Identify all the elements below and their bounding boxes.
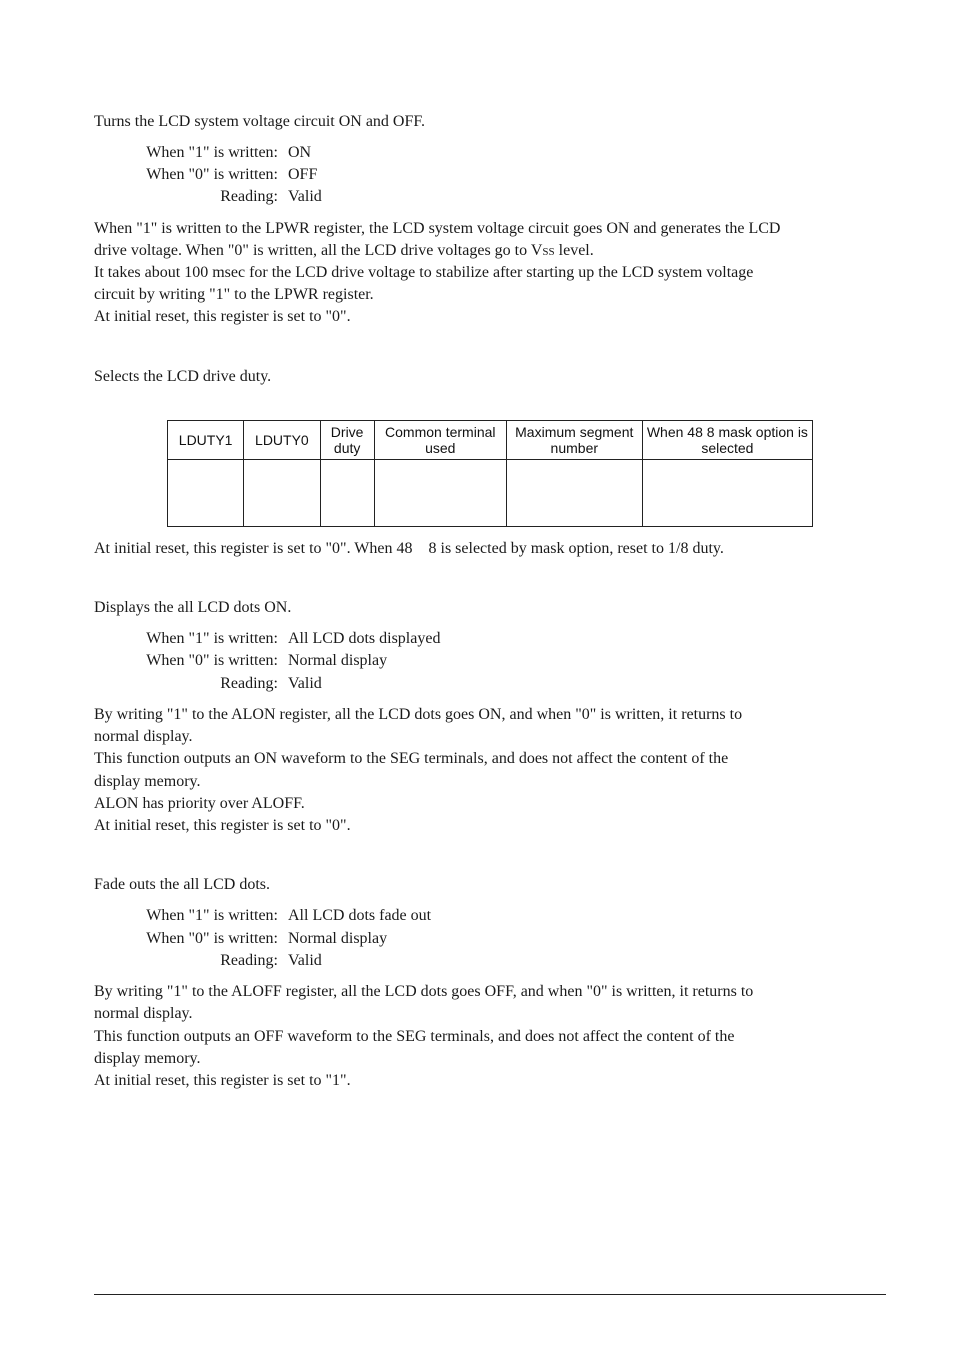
alon-row-value: Valid [288,675,322,692]
alon-row-label: When "1" is written: [146,630,278,647]
footer-divider [94,1294,886,1295]
aloff-row-label: When "0" is written: [146,930,278,947]
alon-row-label: When "0" is written: [146,652,278,669]
aloff-paragraph-line: normal display. [94,1005,193,1022]
lduty-intro: Selects the LCD drive duty. [94,368,272,385]
table-cell [168,460,244,527]
aloff-reset-note: At initial reset, this register is set to "1". [94,1072,351,1089]
table-row [168,460,813,527]
aloff-paragraph-line: display memory. [94,1050,201,1067]
lpwr-row-label: When "0" is written: [146,166,278,183]
alon-paragraph-line: By writing "1" to the ALON register, all the LCD dots goes ON, and when "0" is written, it returns to [94,706,743,723]
table-cell [244,460,320,527]
lpwr-paragraph-line: It takes about 100 msec for the LCD drive voltage to stabilize after starting up the LCD system voltage [94,264,754,281]
alon-row-value: Normal display [288,652,388,669]
lpwr-intro: Turns the LCD system voltage circuit ON and OFF. [94,113,425,130]
alon-paragraph-line: This function outputs an ON waveform to the SEG terminals, and does not affect the content of the [94,750,729,767]
aloff-paragraph-line: By writing "1" to the ALOFF register, all the LCD dots goes OFF, and when "0" is written, it returns to [94,983,754,1000]
alon-reset-note: At initial reset, this register is set to "0". [94,817,351,834]
lpwr-paragraph-line: When "1" is written to the LPWR register, the LCD system voltage circuit goes ON and generates the LCD [94,220,781,237]
aloff-row-value: All LCD dots fade out [288,907,432,924]
table-cell [374,460,506,527]
table-header-drive-duty: Drive duty [320,421,374,460]
lpwr-row-label: Reading: [220,188,278,205]
alon-row-value: All LCD dots displayed [288,630,441,647]
lpwr-row-label: When "1" is written: [146,144,278,161]
table-header-max-segment: Maximum segment number [506,421,642,460]
table-header-lduty0: LDUTY0 [244,421,320,460]
lpwr-reset-note: At initial reset, this register is set to "0". [94,308,351,325]
table-cell [506,460,642,527]
lpwr-row-value: Valid [288,188,322,205]
table-header-mask-option: When 48 8 mask option is selected [642,421,812,460]
alon-paragraph-line: normal display. [94,728,193,745]
aloff-intro: Fade outs the all LCD dots. [94,876,270,893]
alon-paragraph-line: display memory. [94,773,201,790]
lpwr-row-value: ON [288,144,312,161]
aloff-paragraph-line: This function outputs an OFF waveform to the SEG terminals, and does not affect the content of the [94,1028,735,1045]
table-cell [642,460,812,527]
lpwr-paragraph-line: circuit by writing "1" to the LPWR register. [94,286,374,303]
alon-priority-note: ALON has priority over ALOFF. [94,795,305,812]
lpwr-row-value: OFF [288,166,318,183]
aloff-row-label: When "1" is written: [146,907,278,924]
vss-subscript: SS [542,246,555,258]
lduty-table [167,420,813,527]
alon-row-label: Reading: [220,675,278,692]
lduty-reset-note: At initial reset, this register is set to "0". When 48 8 is selected by mask option, reset to 1/8 duty. [94,540,724,557]
aloff-row-label: Reading: [220,952,278,969]
table-header-ldutY1: LDUTY1 [168,421,244,460]
lpwr-paragraph-line: drive voltage. When "0" is written, all the LCD drive voltages go to VSS level. [94,242,594,259]
alon-intro: Displays the all LCD dots ON. [94,599,292,616]
aloff-row-value: Normal display [288,930,388,947]
table-header-common-terminal: Common terminal used [374,421,506,460]
table-cell [320,460,374,527]
aloff-row-value: Valid [288,952,322,969]
